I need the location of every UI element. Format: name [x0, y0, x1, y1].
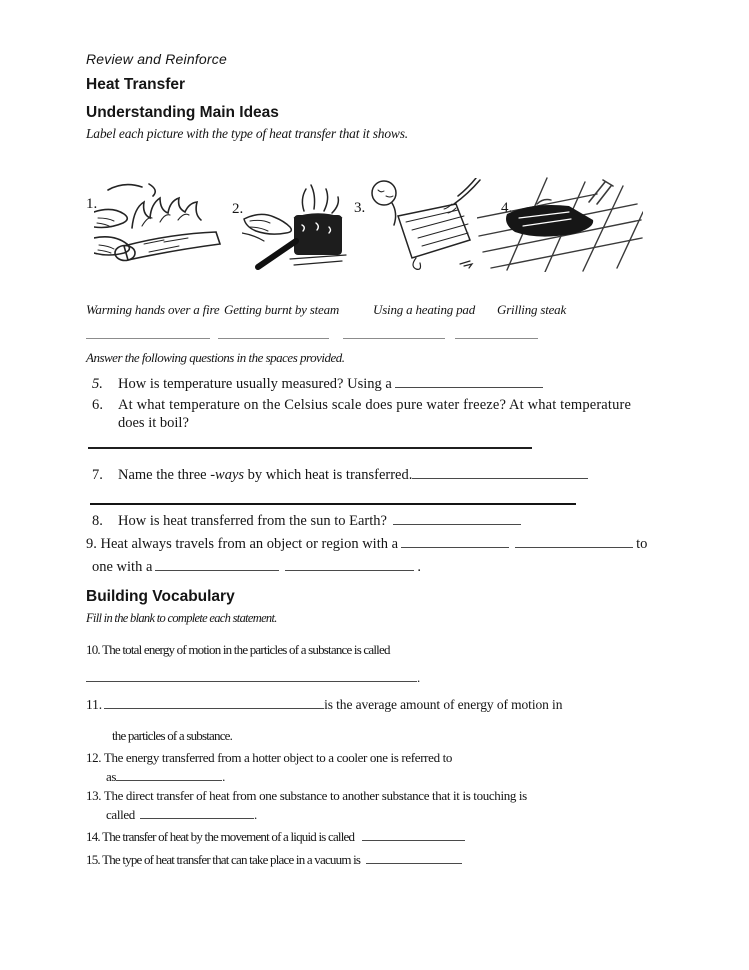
item-11-number: 11. [86, 697, 103, 712]
question-9-blank-3 [155, 558, 279, 571]
item-13-tail: . [253, 807, 257, 822]
question-6 [92, 397, 631, 414]
item-11-line2: the particles of a substance. [112, 728, 233, 743]
item-13-number: 13. [86, 788, 102, 803]
question-7-text-start: Name the three [118, 467, 211, 483]
question-8-number: 8. [92, 513, 103, 529]
item-14-number: 14. [86, 829, 100, 844]
item-12-tail: . [222, 769, 226, 784]
question-9-line2 [92, 558, 421, 576]
figure-1-number: 1. [86, 196, 98, 212]
item-14-blank [362, 828, 465, 841]
steak-on-grill-illustration [477, 176, 643, 272]
question-6-number: 6. [92, 397, 104, 413]
item-13-lead: called [106, 807, 135, 822]
item-11 [86, 696, 562, 713]
question-8-text: How is heat transferred from the sun to Earth? [118, 513, 387, 529]
question-6-text-line1: At what temperature on the Celsius scale does pure water freeze? At what temperature [118, 397, 632, 413]
question-6-line2: does it boil? [118, 415, 189, 431]
label-blank-4 [455, 338, 538, 339]
question-9-line1-tail: to [636, 536, 648, 552]
label-blank-1 [86, 338, 210, 339]
item-12-text: The energy transferred from a hotter object to a cooler one is referred to [103, 750, 453, 765]
main-ideas-instructions: Label each picture with the type of heat transfer that it shows. [86, 126, 408, 141]
item-15-text: The type of heat transfer that can take place in a vacuum is [102, 852, 361, 867]
item-15-blank [366, 851, 462, 864]
item-12-blank [116, 768, 222, 781]
item-13 [86, 788, 527, 804]
figure-4-number: 4. [501, 200, 513, 216]
figure-4 [477, 176, 643, 272]
series-label: Review and Reinforce [86, 51, 227, 67]
section-heading-vocabulary: Building Vocabulary [86, 588, 235, 605]
item-12-line2 [106, 768, 225, 785]
item-10 [86, 642, 390, 658]
question-6-answer-line [88, 447, 532, 449]
question-7-number: 7. [92, 467, 103, 483]
figure-1 [86, 176, 236, 272]
vocabulary-instructions: Fill in the blank to complete each statement. [86, 611, 277, 625]
figure-4-caption: Grilling steak [497, 302, 567, 317]
figure-2 [230, 181, 354, 276]
answer-intro: Answer the following questions in the spaces provided. [86, 350, 345, 365]
question-9-blank-2 [515, 535, 633, 548]
question-9-text-line1: Heat always travels from an object or region with a [100, 536, 399, 552]
item-15 [86, 851, 465, 868]
hands-over-fire-illustration [94, 176, 236, 272]
question-8-blank [393, 512, 521, 525]
item-11-text: is the average amount of energy of motion in [324, 697, 563, 712]
item-13-line2 [106, 806, 257, 823]
question-9 [86, 535, 647, 553]
item-15-number: 15. [86, 852, 100, 867]
question-5-blank [395, 375, 543, 388]
item-14 [86, 828, 468, 845]
question-5 [92, 375, 546, 393]
figure-2-number: 2. [232, 201, 244, 217]
item-12 [86, 750, 452, 766]
item-12-number: 12. [86, 750, 102, 765]
question-7-answer-line [90, 503, 576, 505]
heating-pad-illustration [364, 178, 482, 272]
item-10-blank [86, 669, 417, 682]
question-7 [92, 466, 588, 484]
item-14-text: The transfer of heat by the movement of a liquid is called [102, 829, 355, 844]
item-10-text: The total energy of motion in the particles of a substance is called [102, 642, 390, 657]
question-9-text-line2: one with a [92, 559, 153, 575]
question-9-blank-4 [285, 558, 414, 571]
question-7-text-end: by which heat is transferred. [244, 467, 413, 483]
item-13-text: The direct transfer of heat from one substance to another substance that it is touching is [103, 788, 527, 803]
hand-over-steaming-pot-illustration [242, 181, 354, 276]
figure-2-caption: Getting burnt by steam [224, 302, 340, 317]
figure-3-caption: Using a heating pad [373, 302, 476, 317]
question-9-number: 9. [86, 536, 97, 552]
item-13-blank [140, 806, 254, 819]
question-9-line2-tail: . [417, 559, 422, 575]
item-12-lead: as [106, 769, 117, 784]
section-heading-main-ideas: Understanding Main Ideas [86, 104, 279, 121]
item-10-tail: . [417, 670, 420, 685]
item-10-answer [86, 669, 420, 686]
question-7-blank [412, 466, 588, 479]
question-5-text: How is temperature usually measured? Using a [118, 376, 392, 392]
question-8 [92, 512, 524, 530]
page-title: Heat Transfer [86, 76, 186, 93]
question-9-blank-1 [401, 535, 509, 548]
figure-1-caption: Warming hands over a fire [86, 302, 220, 317]
question-5-number: 5. [92, 376, 103, 392]
item-11-blank [104, 696, 324, 709]
label-blank-3 [343, 338, 445, 339]
label-blank-2 [218, 338, 329, 339]
figure-3 [354, 178, 482, 272]
question-7-emphasis: -ways [210, 467, 245, 483]
figure-3-number: 3. [354, 200, 366, 216]
item-10-number: 10. [86, 642, 100, 657]
